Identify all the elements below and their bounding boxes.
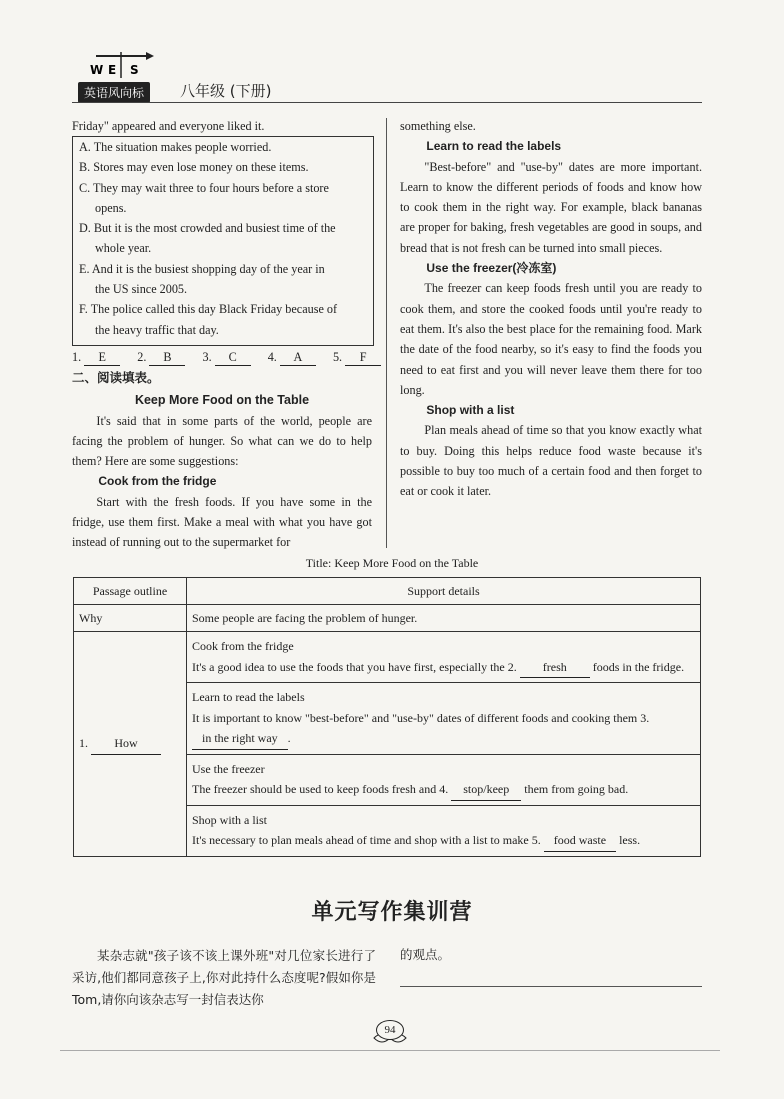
table-row	[74, 632, 701, 683]
paragraph-fridge-end: something else.	[400, 119, 476, 133]
option-d: D. But it is the most crowded and busiest time of the whole year.	[79, 221, 336, 256]
writing-prompt-end: 的观点。	[400, 947, 451, 962]
detail-list: Shop with a list It's necessary to plan meals ahead of time and shop with a list to make 5. food waste less.	[187, 805, 701, 856]
answer-item: 2. B	[137, 350, 185, 366]
page-number-badge	[370, 1018, 410, 1044]
page-number: 94	[376, 1020, 404, 1040]
passage-left	[72, 368, 372, 553]
subhead-list: Shop with a list	[426, 403, 515, 418]
svg-text:W: W	[90, 63, 104, 77]
section-label: 二、阅读填表。	[72, 370, 160, 385]
header-outline: Passage outline	[74, 578, 187, 605]
option-c: C. They may wait three to four hours before a store opens.	[79, 180, 329, 215]
header-rule	[72, 102, 702, 103]
answer-fill-1: How	[91, 733, 161, 755]
grade-label: 八年级 (下册)	[180, 82, 272, 100]
answer-item: 4. A	[268, 350, 316, 366]
table-row	[74, 605, 701, 632]
svg-text:S: S	[130, 63, 139, 77]
detail-fridge: Cook from the fridge It's a good idea to use the foods that you have first, especially the 2. fresh foods in the fridge.	[187, 632, 701, 683]
writing-line	[400, 986, 702, 987]
bottom-rule	[60, 1050, 720, 1051]
table-caption: Title: Keep More Food on the Table	[305, 556, 479, 570]
compass-icon	[86, 52, 156, 78]
logo-badge: 英语风向标	[78, 82, 150, 103]
subhead-labels: Learn to read the labels	[426, 139, 562, 154]
option-a: A. The situation makes people worried.	[79, 140, 272, 154]
answer-fill-4: stop/keep	[451, 779, 521, 801]
paragraph-fridge: Start with the fresh foods. If you have some in the fridge, use them first. Make a meal with what you have got instead of running out to the supermarket for	[72, 494, 372, 550]
detail-labels: Learn to read the labels It is important to know "best-before" and "use-by" dates of different foods and cooking them 3. in the right way .	[187, 683, 701, 755]
column-divider	[386, 118, 387, 548]
publisher-logo	[78, 52, 173, 102]
paragraph-labels: "Best-before" and "use-by" dates are more important. Learn to know the different periods of foods and know how to cook them in the right way. For example, black bananas are proper for baking, fresh vegetables are good in soups, and bread that is not fresh can be turned into small pieces.	[400, 159, 702, 255]
passage-title: Keep More Food on the Table	[134, 393, 310, 408]
paragraph-list: Plan meals ahead of time so that you know exactly what to buy. Doing this helps reduce food waste because it's possible to buy too much of a certain food and then forget to eat or cook it later.	[400, 423, 702, 499]
table-header-row	[74, 578, 701, 605]
header-details: Support details	[187, 578, 701, 605]
subhead-freezer: Use the freezer(冷冻室)	[426, 261, 557, 276]
paragraph-freezer: The freezer can keep foods fresh until you are ready to cook them, and store the cooked foods until you're ready to eat them. It's also the best place for the remaining food. Mark the date of the food nearby, so it's easy to find the foods you need to eat first and you will never leave them there for too long.	[400, 281, 702, 397]
passage-intro: It's said that in some parts of the world, people are facing the problem of hunger. So what can we do to help them? Here are some suggestions:	[72, 413, 372, 469]
options-intro: Friday" appeared and everyone liked it.	[72, 119, 265, 133]
why-cell: Why	[74, 605, 187, 632]
option-b: B. Stores may even lose money on these items.	[79, 160, 309, 175]
answer-item: 1. E	[72, 350, 120, 366]
option-e: E. And it is the busiest shopping day of the year in the US since 2005.	[79, 261, 325, 297]
answer-fill-5: food waste	[544, 830, 616, 852]
passage-right	[400, 116, 702, 502]
svg-text:E: E	[108, 63, 117, 77]
answer-fill-2: fresh	[520, 657, 590, 679]
options-box	[72, 136, 374, 346]
writing-section-title: 单元写作集训营	[311, 900, 473, 925]
writing-prompt: 某杂志就"孩子该不该上课外班"对几位家长进行了采访,他们都同意孩子上,你对此持什么态度呢?假如你是 Tom,请你向该杂志写一封信表达你	[72, 948, 376, 1007]
detail-freezer: Use the freezer The freezer should be used to keep foods fresh and 4. stop/keep them from going bad.	[187, 754, 701, 805]
subhead-fridge: Cook from the fridge	[98, 474, 217, 489]
option-f: F. The police called this day Black Friday because of the heavy traffic that day.	[79, 302, 338, 337]
how-cell: 1. How	[74, 632, 187, 857]
answer-item: 3. C	[202, 350, 250, 366]
answer-fill-3: in the right way	[192, 728, 288, 750]
answer-row	[72, 350, 395, 366]
outline-table	[73, 577, 701, 857]
answer-item: 5. F	[333, 350, 381, 366]
why-detail: Some people are facing the problem of hunger.	[187, 605, 701, 632]
